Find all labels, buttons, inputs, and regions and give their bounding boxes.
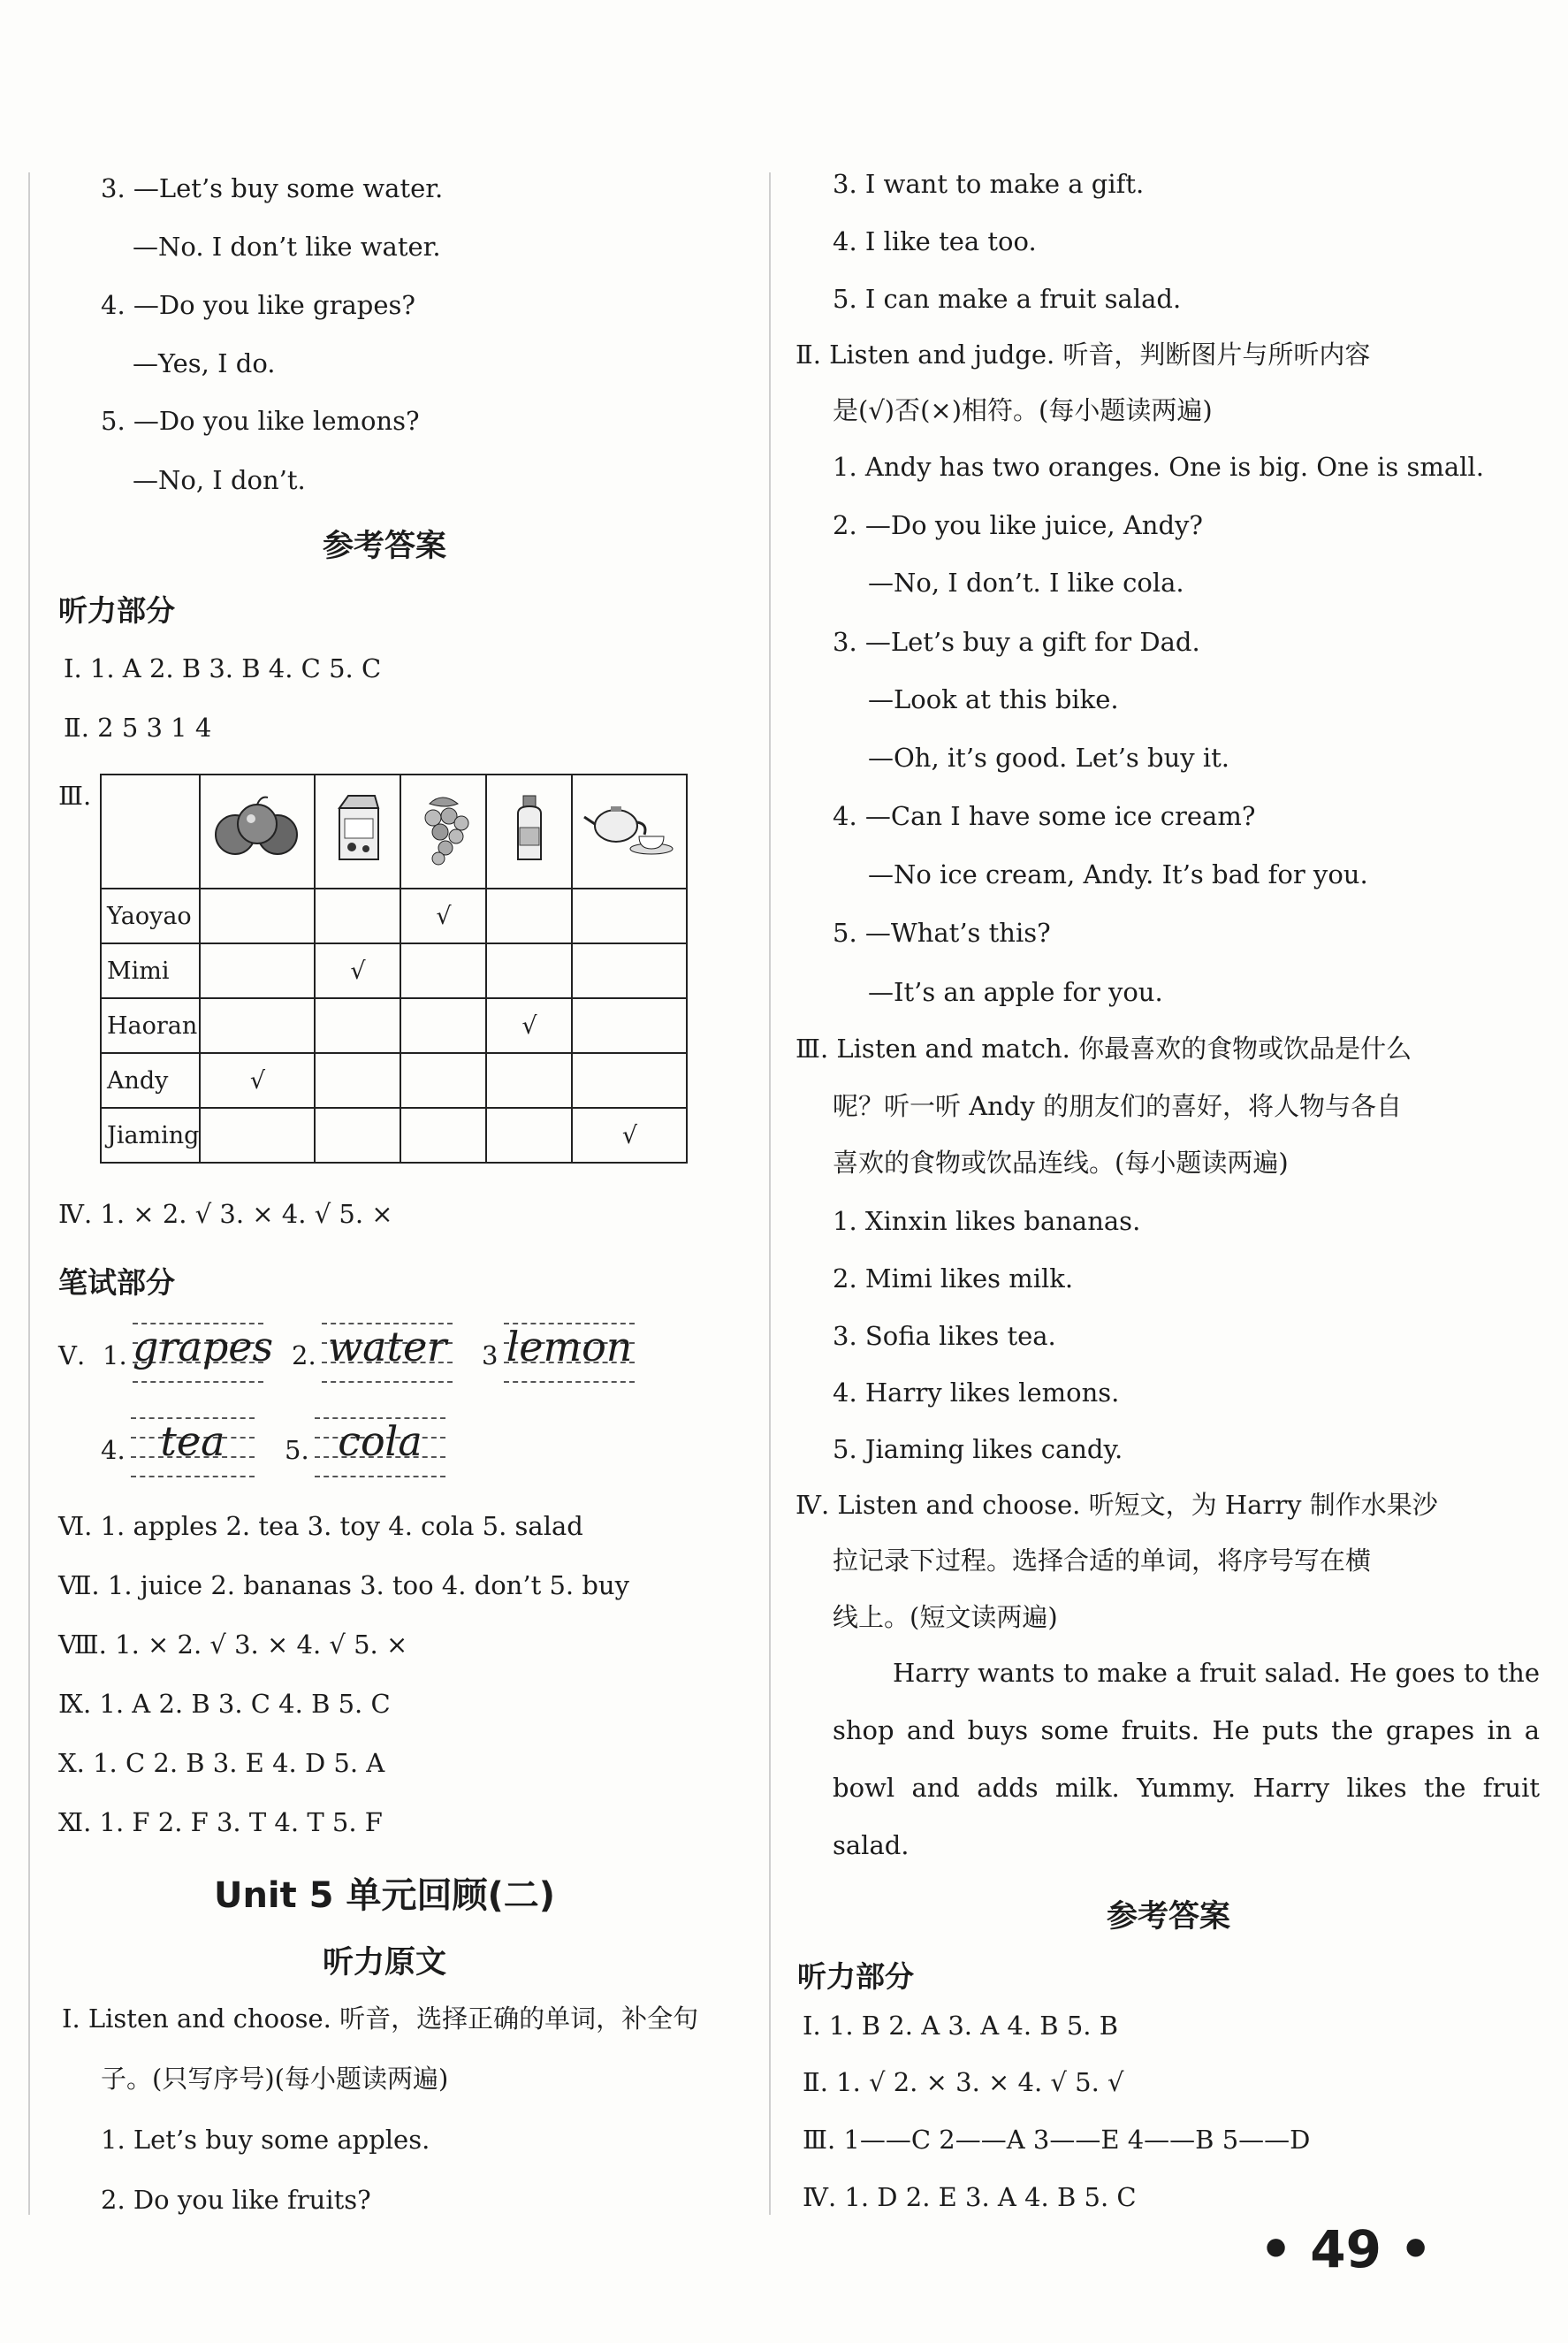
answer-III-label: Ⅲ.: [58, 781, 92, 811]
check-cell: [200, 943, 315, 998]
part-IV-instruction: 线上。(短文读两遍): [833, 1602, 1058, 1632]
table-row: [101, 998, 687, 1053]
transcript-line: —Yes, I do.: [133, 348, 276, 378]
table-row: [101, 889, 687, 943]
transcript-line: —No, I don’t. I like cola.: [868, 568, 1184, 598]
transcript-line: 5. —Do you like lemons?: [101, 406, 420, 436]
check-cell: [572, 998, 687, 1053]
transcript-line: 1. Xinxin likes bananas.: [833, 1206, 1141, 1236]
transcript-line: 4. I like tea too.: [833, 226, 1037, 256]
transcript-line: 3. Sofia likes tea.: [833, 1321, 1056, 1351]
part-IV-instruction: Ⅳ. Listen and choose. 听短文，为 Harry 制作水果沙: [795, 1490, 1438, 1520]
milk-carton-icon: [329, 789, 387, 868]
answer-VII: Ⅶ. 1. juice 2. bananas 3. too 4. don’t 5. buy: [58, 1570, 629, 1600]
transcript-line: 1. Let’s buy some apples.: [101, 2125, 430, 2155]
check-cell: [572, 943, 687, 998]
part-III-instruction: 喜欢的食物或饮品连线。(每小题读两遍): [833, 1148, 1289, 1178]
unit-title: Unit 5 单元回顾(二): [213, 1875, 556, 1916]
part-I-instruction: 子。(只写序号)(每小题读两遍): [101, 2064, 449, 2094]
part-II-instruction: 是(√)否(×)相符。(每小题读两遍): [833, 395, 1213, 425]
transcript-line: —No ice cream, Andy. It’s bad for you.: [868, 859, 1368, 889]
apples-icon: [209, 790, 306, 866]
check-cell: [400, 1053, 486, 1108]
transcript-line: 2. Mimi likes milk.: [833, 1263, 1074, 1294]
handwritten-answer: tea: [131, 1410, 255, 1481]
transcript-line: —No, I don’t.: [133, 465, 306, 495]
row-name: Jiaming: [101, 1108, 200, 1163]
transcript-line: 4. —Do you like grapes?: [101, 290, 415, 320]
row-name: Yaoyao: [101, 889, 200, 943]
answer-II: Ⅱ. 1. √ 2. × 3. × 4. √ 5. √: [803, 2067, 1124, 2097]
handwritten-answer: lemon: [504, 1316, 635, 1386]
answer-V-label: Ⅴ.: [58, 1340, 86, 1370]
table-row: [101, 943, 687, 998]
listening-heading: 听力部分: [58, 593, 175, 628]
part-III-instruction: Ⅲ. Listen and match. 你最喜欢的食物或饮品是什么: [795, 1034, 1412, 1064]
answer-IV: Ⅳ. 1. D 2. E 3. A 4. B 5. C: [803, 2182, 1137, 2212]
answers-heading: 参考答案: [1106, 1899, 1230, 1935]
answer-II: Ⅱ. 2 5 3 1 4: [64, 713, 212, 743]
transcript-line: 2. —Do you like juice, Andy?: [833, 510, 1203, 540]
part-II-instruction: Ⅱ. Listen and judge. 听音，判断图片与所听内容: [795, 340, 1371, 370]
hw-num: 4.: [101, 1435, 126, 1465]
transcript-heading: 听力原文: [322, 1945, 446, 1980]
transcript-line: 5. Jiaming likes candy.: [833, 1434, 1123, 1464]
answer-IV: Ⅳ. 1. × 2. √ 3. × 4. √ 5. ×: [58, 1199, 393, 1229]
transcript-line: 5. I can make a fruit salad.: [833, 284, 1182, 314]
juice-bottle-icon: [507, 789, 552, 868]
answer-III-table: [100, 774, 688, 1164]
table-row: [101, 1108, 687, 1163]
row-name: Andy: [101, 1053, 200, 1108]
check-cell: [315, 998, 400, 1053]
answer-IX: Ⅸ. 1. A 2. B 3. C 4. B 5. C: [58, 1689, 391, 1719]
hw-num: 1.: [103, 1340, 127, 1370]
check-mark: √: [315, 943, 400, 998]
hw-num: 3: [482, 1340, 499, 1370]
writing-heading: 笔试部分: [58, 1265, 175, 1300]
answer-XI: Ⅺ. 1. F 2. F 3. T 4. T 5. F: [58, 1807, 383, 1837]
transcript-line: 3. —Let’s buy a gift for Dad.: [833, 627, 1200, 657]
table-row: [101, 1053, 687, 1108]
row-name: Haoran: [101, 998, 200, 1053]
check-mark: √: [572, 1108, 687, 1163]
check-cell: [486, 889, 572, 943]
check-cell: [572, 889, 687, 943]
part-III-instruction: 呢？听一听 Andy 的朋友们的喜好，将人物与各自: [833, 1091, 1403, 1121]
answer-X: Ⅹ. 1. C 2. B 3. E 4. D 5. A: [58, 1748, 385, 1778]
milk-picture-cell: [315, 775, 400, 889]
right-column: [769, 0, 1568, 2299]
handwritten-answer: cola: [315, 1410, 445, 1481]
handwritten-answer: water: [322, 1316, 453, 1386]
transcript-line: 3. —Let’s buy some water.: [101, 173, 444, 203]
check-cell: [200, 998, 315, 1053]
tea-set-icon: [581, 790, 678, 866]
grapes-icon: [412, 788, 476, 869]
listening-heading: 听力部分: [797, 1959, 914, 1994]
check-cell: [572, 1053, 687, 1108]
left-column: [0, 0, 769, 2299]
listening-passage: Harry wants to make a fruit salad. He goes to the shop and buys some fruits. He puts the grapes in a bowl and adds milk. Yummy. Harry likes the fruit salad.: [833, 1658, 1540, 1860]
row-name: Mimi: [101, 943, 200, 998]
blank-corner-cell: [101, 775, 200, 889]
hw-num: 2.: [292, 1340, 316, 1370]
grapes-picture-cell: [400, 775, 486, 889]
answer-I: Ⅰ. 1. A 2. B 3. B 4. C 5. C: [64, 653, 382, 683]
check-cell: [486, 943, 572, 998]
juice-picture-cell: [486, 775, 572, 889]
transcript-line: —Look at this bike.: [868, 684, 1119, 714]
transcript-line: 4. Harry likes lemons.: [833, 1378, 1120, 1408]
transcript-line: —No. I don’t like water.: [133, 232, 441, 262]
check-mark: √: [400, 889, 486, 943]
transcript-line: 2. Do you like fruits?: [101, 2185, 371, 2215]
answer-I: Ⅰ. 1. B 2. A 3. A 4. B 5. B: [803, 2011, 1119, 2041]
part-IV-instruction: 拉记录下过程。选择合适的单词，将序号写在横: [833, 1545, 1372, 1576]
answer-III: Ⅲ. 1——C 2——A 3——E 4——B 5——D: [803, 2125, 1311, 2155]
check-cell: [200, 889, 315, 943]
part-I-instruction: Ⅰ. Listen and choose. 听音，选择正确的单词，补全句: [62, 2003, 699, 2034]
check-mark: √: [486, 998, 572, 1053]
transcript-line: 5. —What’s this?: [833, 918, 1051, 948]
transcript-line: —Oh, it’s good. Let’s buy it.: [868, 743, 1230, 773]
check-cell: [200, 1108, 315, 1163]
transcript-line: 3. I want to make a gift.: [833, 169, 1145, 199]
answer-VIII: Ⅷ. 1. × 2. √ 3. × 4. √ 5. ×: [58, 1629, 408, 1660]
apples-picture-cell: [200, 775, 315, 889]
check-cell: [400, 998, 486, 1053]
check-cell: [486, 1108, 572, 1163]
check-cell: [486, 1053, 572, 1108]
check-cell: [315, 1053, 400, 1108]
check-cell: [315, 1108, 400, 1163]
transcript-line: —It’s an apple for you.: [868, 977, 1163, 1007]
check-cell: [400, 943, 486, 998]
tea-picture-cell: [572, 775, 687, 889]
check-cell: [315, 889, 400, 943]
handwritten-answer: grapes: [133, 1316, 263, 1386]
check-mark: √: [200, 1053, 315, 1108]
page-number: • 49 •: [1260, 2219, 1433, 2279]
hw-num: 5.: [285, 1435, 309, 1465]
transcript-line: 1. Andy has two oranges. One is big. One is small.: [833, 452, 1484, 482]
transcript-line: 4. —Can I have some ice cream?: [833, 801, 1256, 831]
answers-heading: 参考答案: [322, 529, 446, 564]
check-cell: [400, 1108, 486, 1163]
answer-VI: Ⅵ. 1. apples 2. tea 3. toy 4. cola 5. salad: [58, 1511, 583, 1541]
